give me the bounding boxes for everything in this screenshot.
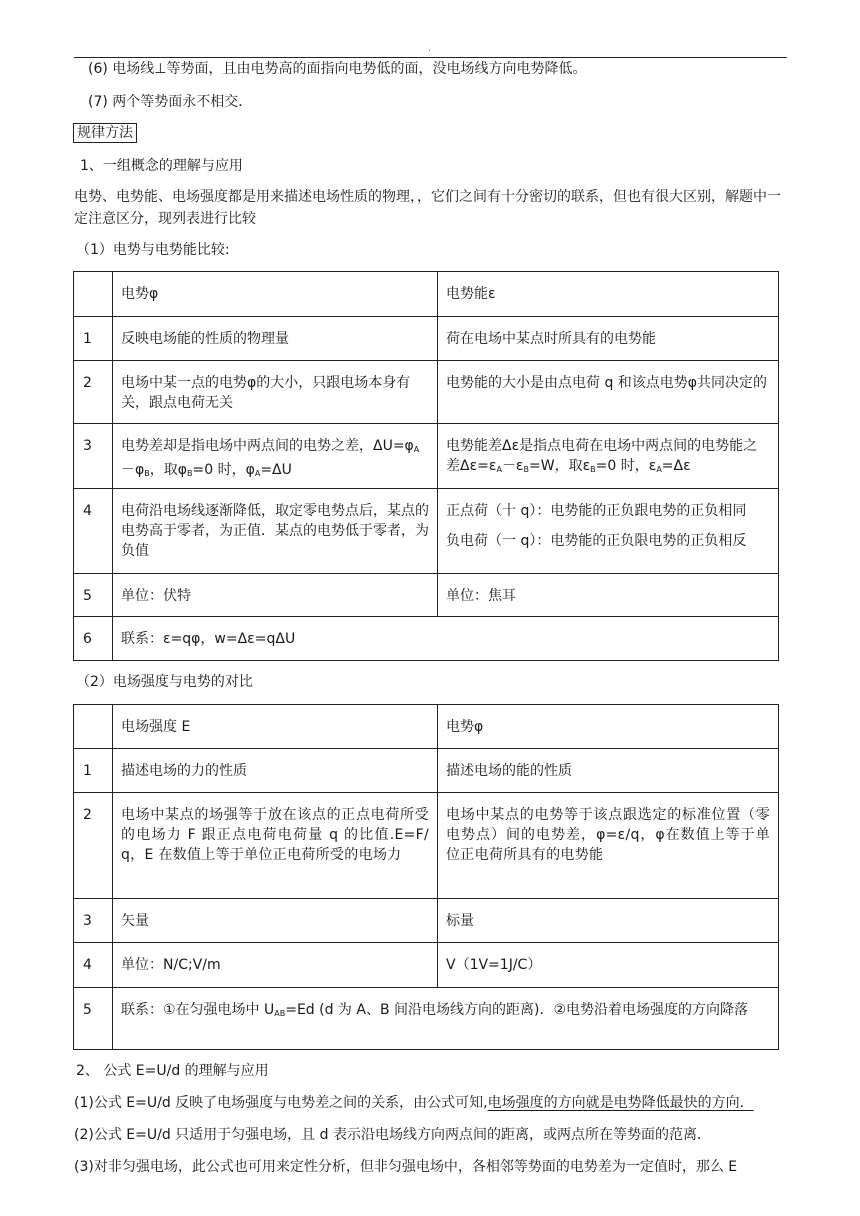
text-part: =0 时，φ xyxy=(192,462,255,478)
cell-relation xyxy=(113,988,779,1050)
text-part: =ΔU xyxy=(260,462,292,478)
text-part: (1)公式 E=U/d 反映了电场强度与电势差之间的关系，由公式可知, xyxy=(74,1095,488,1111)
row-number: 6 xyxy=(74,617,113,661)
table-row xyxy=(74,424,779,489)
subscript: A xyxy=(496,465,502,474)
formula-point-2: (2)公式 E=U/d 只适用于匀强电场，且 d 表示沿电场线方向两点间的距离，或两点所在等势面的范离． xyxy=(74,1127,711,1143)
cell-energy: 单位：焦耳 xyxy=(438,574,779,617)
formula-title: 2、 公式 E=U/d 的理解与应用 xyxy=(76,1063,269,1079)
concept-title: 1、一组概念的理解与应用 xyxy=(80,158,243,174)
row-number: 3 xyxy=(74,899,113,943)
intro-line-6: (6) 电场线⊥等势面，且由电势高的面指向电势低的面，没电场线方向电势降低。 xyxy=(88,61,587,77)
cell-potential: 单位：伏特 xyxy=(113,574,438,617)
row-number: 1 xyxy=(74,317,113,361)
table2-caption: （2）电场强度与电势的对比 xyxy=(76,674,253,690)
row-number: 3 xyxy=(74,424,113,489)
header-dot: . xyxy=(428,44,431,54)
formula-point-3: (3)对非匀强电场，此公式也可用来定性分析，但非匀强电场中，各相邻等势面的电势差为一定值时，那么 E xyxy=(74,1159,738,1175)
cell-energy xyxy=(438,424,779,489)
text-part: －ε xyxy=(501,458,524,474)
row-number: 4 xyxy=(74,943,113,988)
cell-potential: 反映电场能的性质的物理量 xyxy=(113,317,438,361)
header-cell-potential: 电势φ xyxy=(113,272,438,317)
text-part: 联系：①在匀强电场中 U xyxy=(121,1002,275,1018)
cell-potential: V（1V=1J/C） xyxy=(438,943,779,988)
text-part: －φ xyxy=(121,462,145,478)
cell-energy: 荷在电场中某点时所具有的电势能 xyxy=(438,317,779,361)
row-number: 1 xyxy=(74,749,113,793)
field-vs-potential-table xyxy=(73,704,779,1050)
header-cell-field: 电场强度 E xyxy=(113,705,438,749)
header-cell-potential: 电势φ xyxy=(438,705,779,749)
table-row xyxy=(74,317,779,361)
subscript: A xyxy=(656,465,662,474)
table-row xyxy=(74,749,779,793)
cell-field: 电场中某点的场强等于放在该点的正点电荷所受的电场力 F 跟正点电荷电荷量 q 的比值.E=F/q，E 在数值上等于单位正电荷所受的电场力 xyxy=(113,793,438,899)
cell-field: 描述电场的力的性质 xyxy=(113,749,438,793)
subscript: AB xyxy=(274,1009,286,1018)
table1-caption: （1）电势与电势能比较: xyxy=(76,242,230,258)
row-number: 2 xyxy=(74,793,113,899)
row-number: 5 xyxy=(74,574,113,617)
cell-field: 矢量 xyxy=(113,899,438,943)
cell-potential: 标量 xyxy=(438,899,779,943)
cell-energy: 电势能的大小是由点电荷 q 和该点电势φ共同决定的 xyxy=(438,361,779,424)
row-number: 4 xyxy=(74,489,113,574)
text-part: =Ed (d 为 A、B 间沿电场线方向的距离)．②电势沿着电场强度的方向降落 xyxy=(285,1002,749,1018)
cell-potential: 电荷沿电场线逐渐降低，取定零电势点后，某点的电势高于零者，为正值．某点的电势低于零者，为负值 xyxy=(113,489,438,574)
cell-potential: 电场中某点的电势等于该点跟选定的标准位置（零电势点）间的电势差，φ=ε/q，φ在数值上等于单位正电荷所具有的电势能 xyxy=(438,793,779,899)
table-row xyxy=(74,617,779,661)
positive-charge-note: 正点荷（十 q）：电势能的正负跟电势的正负相同 xyxy=(446,503,747,519)
row-number: 2 xyxy=(74,361,113,424)
text-part: 电势差却是指电场中两点间的电势之差，ΔU=φ xyxy=(121,438,414,454)
section-label-box: 规律方法 xyxy=(73,123,137,143)
table-row xyxy=(74,489,779,574)
header-rule xyxy=(74,57,787,58)
table-header-row xyxy=(74,705,779,749)
formula-point-1 xyxy=(74,1093,754,1113)
header-cell-empty xyxy=(74,705,113,749)
potential-vs-energy-table xyxy=(73,271,779,661)
table-row xyxy=(74,361,779,424)
table-header-row xyxy=(74,272,779,317)
cell-relation: 联系：ε=qφ，w=Δε=qΔU xyxy=(113,617,779,661)
table-row xyxy=(74,574,779,617)
cell-potential: 电场中某一点的电势φ的大小，只跟电场本身有关，跟点电荷无关 xyxy=(113,361,438,424)
subscript: A xyxy=(254,469,261,478)
cell-energy xyxy=(438,489,779,574)
text-part: =0 时，ε xyxy=(595,458,657,474)
intro-line-7: (7) 两个等势面永不相交． xyxy=(88,94,253,110)
table-row xyxy=(74,988,779,1050)
text-part: =W，取ε xyxy=(529,458,591,474)
table-row xyxy=(74,793,779,899)
table-row xyxy=(74,943,779,988)
text-part: =Δε xyxy=(661,458,691,474)
subscript: B xyxy=(144,469,150,478)
text-part: 电势能差Δε是指点电荷在电场中两点间的电势能之差Δε=ε xyxy=(446,438,758,474)
text-part: ，取φ xyxy=(149,462,187,478)
negative-charge-note: 负电荷（一 q）：电势能的正负限电势的正负相反 xyxy=(446,533,747,549)
underlined-conclusion: 电场强度的方向就是电势降低最快的方向． xyxy=(487,1095,754,1111)
cell-field: 单位：N/C;V/m xyxy=(113,943,438,988)
header-cell-energy: 电势能ε xyxy=(438,272,779,317)
subscript: B xyxy=(590,465,596,474)
section-label xyxy=(73,123,137,143)
cell-potential xyxy=(113,424,438,489)
row-number: 5 xyxy=(74,988,113,1050)
subscript: B xyxy=(187,469,193,478)
subscript: B xyxy=(523,465,530,474)
subscript: A xyxy=(413,445,420,454)
concept-paragraph: 电势、电势能、电场强度都是用来描述电场性质的物理，，它们之间有十分密切的联系，但也有很大区别，解题中一定注意区分，现列表进行比较 xyxy=(74,189,781,227)
table-row xyxy=(74,899,779,943)
cell-potential: 描述电场的能的性质 xyxy=(438,749,779,793)
header-cell-empty xyxy=(74,272,113,317)
